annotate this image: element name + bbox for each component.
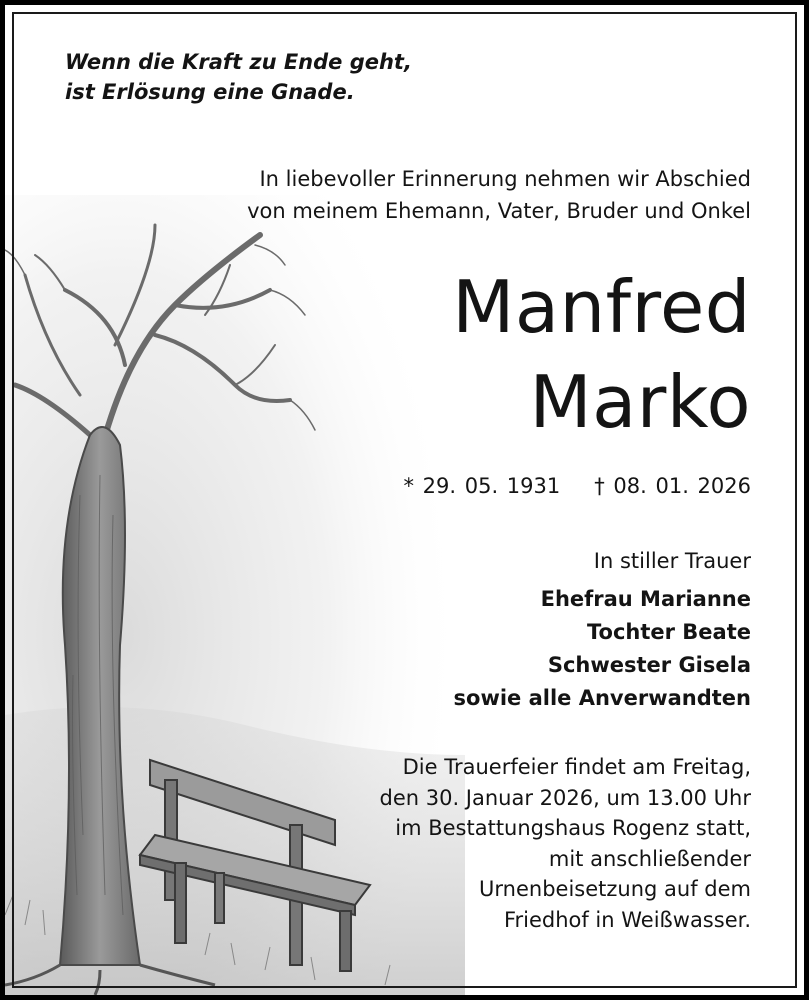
intro-text bbox=[247, 163, 751, 227]
mourner: Schwester Gisela bbox=[547, 653, 751, 677]
deceased-name bbox=[452, 260, 751, 450]
service-line: Friedhof in Weißwasser. bbox=[503, 907, 751, 932]
obituary-page bbox=[5, 5, 804, 995]
service-line: Die Trauerfeier findet am Freitag, bbox=[402, 755, 751, 779]
mourner: Ehefrau Marianne bbox=[540, 587, 751, 611]
mourning-label: In stiller Trauer bbox=[593, 549, 751, 573]
birth-date: * 29. 05. 1931 bbox=[403, 474, 561, 498]
motto-line: ist Erlösung eine Gnade. bbox=[65, 80, 355, 104]
service-line: im Bestattungshaus Rogenz statt, bbox=[395, 816, 751, 840]
death-date: † 08. 01. 2026 bbox=[594, 474, 751, 498]
service-info bbox=[379, 752, 751, 935]
first-name: Manfred bbox=[452, 265, 751, 349]
intro-line: von meinem Ehemann, Vater, Bruder und Onkel bbox=[247, 199, 751, 223]
service-line: mit anschließender bbox=[548, 846, 751, 871]
last-name: Marko bbox=[529, 360, 751, 444]
intro-line: In liebevoller Erinnerung nehmen wir Abschied bbox=[259, 167, 751, 191]
mourner: sowie alle Anverwandten bbox=[453, 686, 751, 710]
mourners-list bbox=[454, 583, 751, 715]
motto-line: Wenn die Kraft zu Ende geht, bbox=[65, 50, 412, 74]
service-line: Urnenbeisetzung auf dem bbox=[479, 877, 751, 901]
life-dates bbox=[403, 471, 751, 501]
motto bbox=[65, 47, 412, 107]
mourner: Tochter Beate bbox=[586, 620, 751, 644]
service-line: den 30. Januar 2026, um 13.00 Uhr bbox=[379, 785, 751, 810]
